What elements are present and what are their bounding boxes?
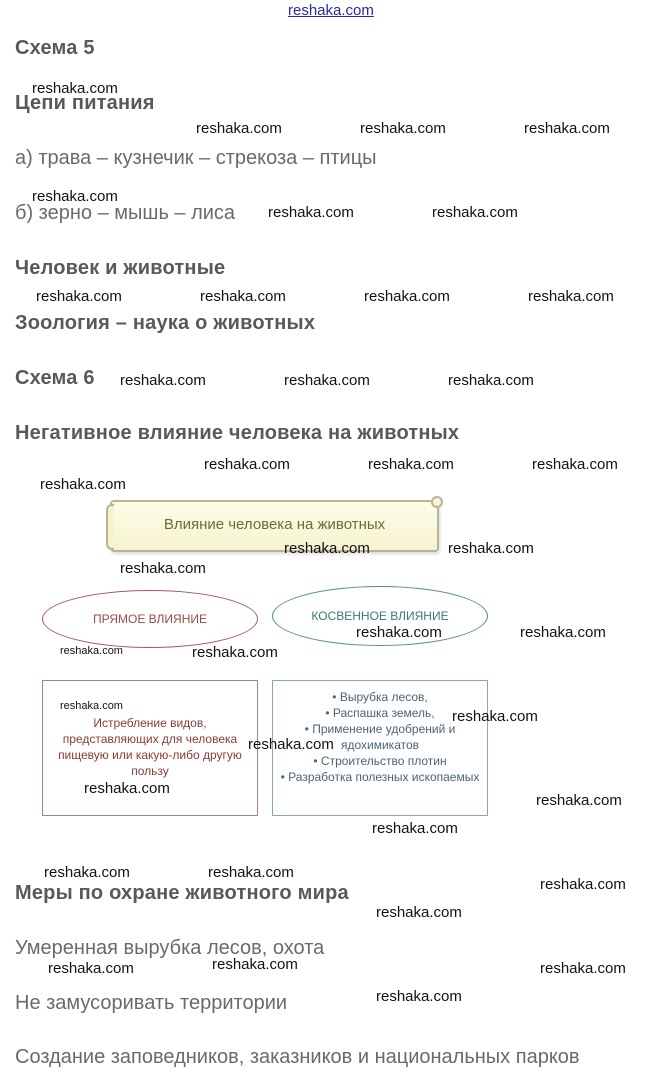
watermark: reshaka.com [84,780,170,797]
indirect-item: • Вырубка лесов, [279,689,481,705]
watermark: reshaka.com [540,876,626,893]
schema-6-title: Схема 6 [15,367,95,389]
watermark: reshaka.com [372,820,458,837]
watermark: reshaka.com [452,708,538,725]
watermark: reshaka.com [120,372,206,389]
indirect-item: • Разработка полезных ископаемых [279,769,481,785]
direct-influence-ellipse [42,590,258,648]
watermark: reshaka.com [284,540,370,557]
watermark: reshaka.com [520,624,606,641]
watermark: reshaka.com [200,288,286,305]
protection-item: Умеренная вырубка лесов, охота [15,937,325,959]
watermark: reshaka.com [536,792,622,809]
scroll-curl-right [431,496,443,508]
watermark: reshaka.com [360,120,446,137]
protection-item: Не замусоривать территории [15,992,288,1014]
protection-item: Создание заповедников, заказников и национальных парков [15,1046,580,1068]
watermark: reshaka.com [32,80,118,97]
watermark: reshaka.com [528,288,614,305]
watermark: reshaka.com [448,372,534,389]
watermark: reshaka.com [212,956,298,973]
indirect-item: • Распашка земель, [279,705,481,721]
protection-heading: Меры по охране животного мира [15,882,349,904]
watermark: reshaka.com [44,864,130,881]
watermark: reshaka.com [196,120,282,137]
influence-banner [110,500,439,552]
watermark: reshaka.com [204,456,290,473]
watermark: reshaka.com [368,456,454,473]
watermark: reshaka.com [356,624,442,641]
watermark: reshaka.com [40,476,126,493]
indirect-item: • Строительство плотин [279,753,481,769]
watermark: reshaka.com [248,736,334,753]
watermark: reshaka.com [364,288,450,305]
watermark: reshaka.com [36,288,122,305]
food-chain-a: а) трава – кузнечик – стрекоза – птицы [15,147,377,169]
watermark: reshaka.com [448,540,534,557]
human-animals-heading: Человек и животные [15,257,226,279]
watermark: reshaka.com [532,456,618,473]
watermark: reshaka.com [60,645,123,657]
watermark: reshaka.com [208,864,294,881]
watermark: reshaka.com [432,204,518,221]
watermark: reshaka.com [120,560,206,577]
watermark: reshaka.com [376,988,462,1005]
indirect-item: • Применение удобрений и ядохимикатов [279,721,481,753]
direct-influence-text: Истребление видов, представляющих для человека пищевую или какую-либо другую пользу [58,716,242,778]
negative-influence-heading: Негативное влияние человека на животных [15,422,460,444]
watermark: reshaka.com [32,188,118,205]
watermark: reshaka.com [284,372,370,389]
site-link[interactable]: reshaka.com [288,2,374,19]
food-chains-heading: Цепи питания [15,92,155,114]
schema-5-title: Схема 5 [15,37,95,59]
watermark: reshaka.com [524,120,610,137]
watermark: reshaka.com [192,644,278,661]
zoology-heading: Зоология – наука о животных [15,312,316,334]
watermark: reshaka.com [376,904,462,921]
watermark: reshaka.com [268,204,354,221]
watermark: reshaka.com [60,700,123,712]
direct-influence-label: ПРЯМОЕ ВЛИЯНИЕ [92,612,208,626]
food-chain-b: б) зерно – мышь – лиса [15,202,236,224]
watermark: reshaka.com [540,960,626,977]
watermark: reshaka.com [48,960,134,977]
banner-title: Влияние человека на животных [163,516,386,533]
indirect-influence-label: КОСВЕННОЕ ВЛИЯНИЕ [311,609,449,623]
